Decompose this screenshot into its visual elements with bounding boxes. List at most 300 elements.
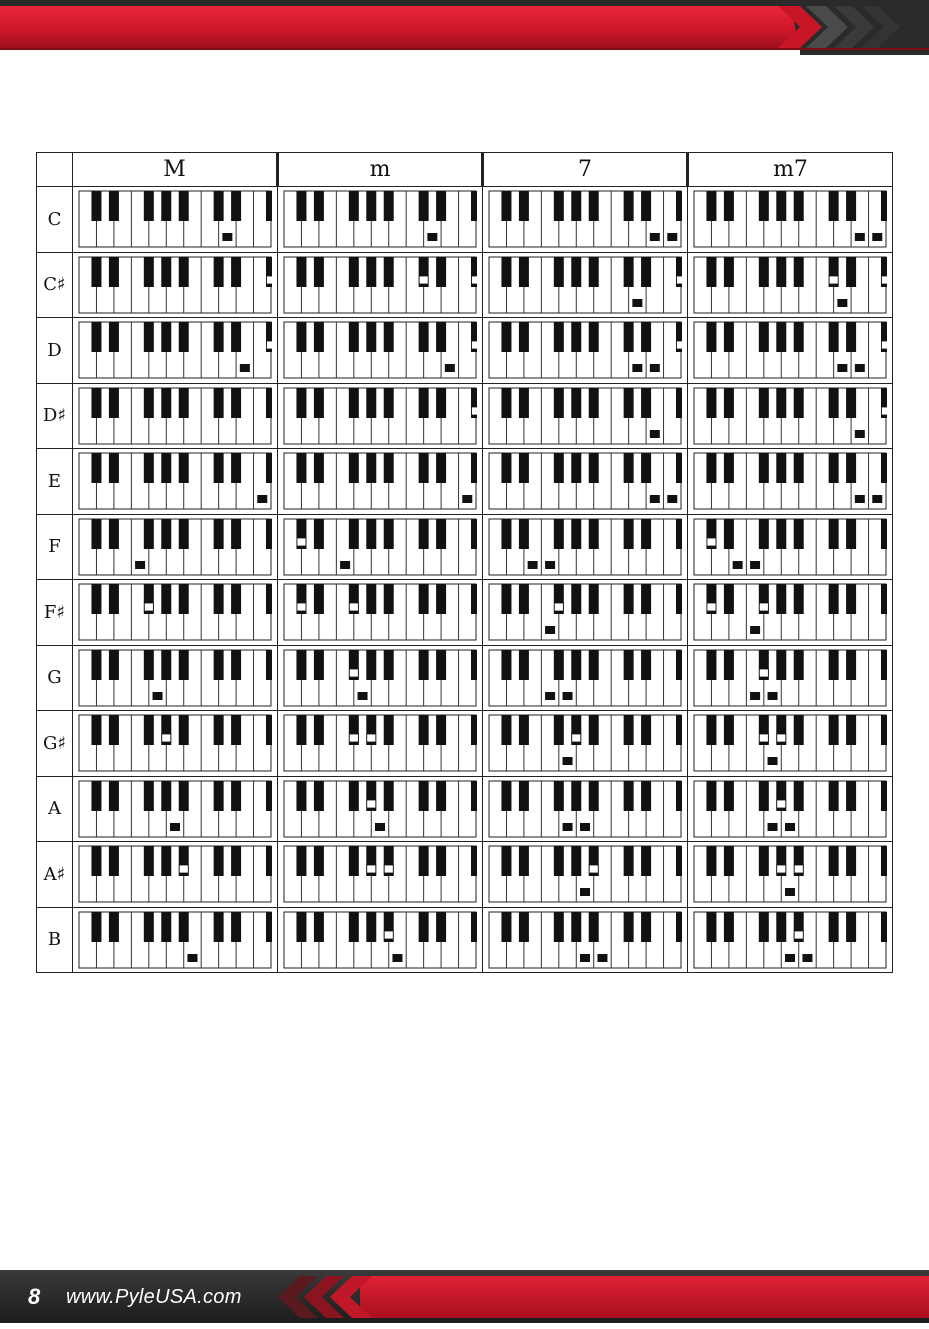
black-key-mark: [349, 669, 358, 677]
black-key: [829, 519, 839, 549]
chord-row: [37, 645, 893, 711]
black-key: [501, 912, 511, 942]
black-key: [384, 388, 394, 418]
chord-diagram-cell: [278, 383, 483, 449]
black-key: [436, 519, 446, 549]
white-key-mark: [768, 692, 778, 700]
keyboard-frame: [489, 715, 681, 771]
black-key: [641, 715, 651, 745]
black-key: [846, 715, 856, 745]
column-header-major: M: [73, 153, 278, 187]
black-key: [314, 191, 324, 221]
chord-diagram-cell: [483, 383, 688, 449]
black-key: [109, 257, 119, 287]
black-key: [91, 191, 101, 221]
keyboard-diagram: [283, 256, 477, 314]
black-key: [266, 519, 272, 549]
black-key: [366, 453, 376, 483]
black-key: [571, 453, 581, 483]
white-key-mark: [837, 299, 847, 307]
black-key: [471, 650, 477, 680]
keyboard-diagram: [283, 780, 477, 838]
black-key: [794, 650, 804, 680]
black-key: [366, 912, 376, 942]
chord-diagram-cell: [483, 252, 688, 318]
black-key: [179, 715, 189, 745]
black-key: [776, 650, 786, 680]
chord-diagram-cell: [73, 907, 278, 973]
root-note-label: C♯: [37, 252, 73, 318]
black-key: [161, 191, 171, 221]
black-key: [314, 846, 324, 876]
black-key: [724, 322, 734, 352]
chord-diagram-cell: [688, 252, 893, 318]
keyboard-frame: [284, 519, 476, 575]
black-key: [589, 584, 599, 614]
black-key: [881, 584, 887, 614]
black-key: [436, 912, 446, 942]
black-key: [846, 650, 856, 680]
black-key: [501, 519, 511, 549]
black-key: [436, 846, 446, 876]
black-key: [314, 257, 324, 287]
chord-row: [37, 318, 893, 384]
black-key: [881, 781, 887, 811]
chord-diagram-cell: [483, 187, 688, 253]
page-number: 8: [28, 1284, 41, 1309]
black-key: [589, 519, 599, 549]
black-key: [266, 781, 272, 811]
black-key-mark: [349, 734, 358, 742]
keyboard-diagram: [488, 911, 682, 969]
keyboard-diagram: [693, 583, 887, 641]
black-key: [231, 584, 241, 614]
black-key: [471, 781, 477, 811]
black-key: [384, 519, 394, 549]
chord-diagram-cell: [688, 776, 893, 842]
white-key-mark: [667, 233, 677, 241]
black-key-mark: [472, 276, 478, 284]
black-key: [419, 715, 429, 745]
black-key: [419, 388, 429, 418]
black-key: [436, 453, 446, 483]
black-key: [641, 322, 651, 352]
keyboard-diagram: [488, 387, 682, 445]
white-key-mark: [462, 495, 472, 503]
black-key: [724, 519, 734, 549]
keyboard-diagram: [283, 714, 477, 772]
black-key: [214, 584, 224, 614]
black-key: [231, 715, 241, 745]
black-key: [231, 453, 241, 483]
black-key: [179, 519, 189, 549]
black-key: [231, 846, 241, 876]
keyboard-frame: [694, 519, 886, 575]
black-key: [296, 388, 306, 418]
black-key-mark: [349, 603, 358, 611]
black-key: [794, 453, 804, 483]
black-key: [706, 191, 716, 221]
keyboard-frame: [284, 191, 476, 247]
keyboard-diagram: [693, 256, 887, 314]
white-key-mark: [855, 233, 865, 241]
black-key: [179, 584, 189, 614]
black-key: [776, 191, 786, 221]
black-key: [846, 846, 856, 876]
black-key: [846, 453, 856, 483]
black-key: [519, 781, 529, 811]
black-key: [349, 912, 359, 942]
white-key-mark: [802, 954, 812, 962]
black-key: [706, 650, 716, 680]
black-key: [109, 322, 119, 352]
black-key: [161, 912, 171, 942]
black-key: [554, 191, 564, 221]
black-key: [624, 715, 634, 745]
keyboard-diagram: [78, 256, 272, 314]
black-key: [144, 781, 154, 811]
white-key-mark: [222, 233, 232, 241]
black-key: [109, 715, 119, 745]
keyboard-diagram: [283, 911, 477, 969]
black-key: [179, 257, 189, 287]
keyboard-diagram: [488, 256, 682, 314]
black-key: [231, 257, 241, 287]
black-key-mark: [384, 865, 393, 873]
corner-cell: [37, 153, 73, 187]
keyboard-frame: [284, 584, 476, 640]
black-key-mark: [367, 865, 376, 873]
black-key: [881, 912, 887, 942]
keyboard-frame: [694, 257, 886, 313]
black-key: [589, 650, 599, 680]
black-key: [384, 322, 394, 352]
keyboard-diagram: [693, 452, 887, 510]
black-key: [794, 584, 804, 614]
keyboard-diagram: [78, 649, 272, 707]
black-key: [471, 584, 477, 614]
white-key-mark: [545, 692, 555, 700]
black-key: [144, 322, 154, 352]
black-key: [724, 584, 734, 614]
black-key: [109, 191, 119, 221]
black-key: [641, 846, 651, 876]
black-key: [676, 781, 682, 811]
keyboard-diagram: [693, 845, 887, 903]
black-key: [571, 781, 581, 811]
black-key: [109, 519, 119, 549]
keyboard-diagram: [693, 321, 887, 379]
keyboard-frame: [284, 650, 476, 706]
black-key: [179, 388, 189, 418]
black-key: [501, 781, 511, 811]
black-key: [314, 781, 324, 811]
white-key-mark: [187, 954, 197, 962]
black-key: [366, 519, 376, 549]
black-key: [724, 781, 734, 811]
keyboard-frame: [489, 584, 681, 640]
black-key: [161, 650, 171, 680]
black-key: [501, 257, 511, 287]
keyboard-frame: [79, 519, 271, 575]
keyboard-diagram: [78, 583, 272, 641]
black-key: [706, 846, 716, 876]
black-key: [436, 191, 446, 221]
white-key-mark: [650, 430, 660, 438]
black-key: [436, 781, 446, 811]
header-banner: [0, 0, 929, 55]
black-key: [349, 781, 359, 811]
black-key: [314, 715, 324, 745]
keyboard-diagram: [78, 321, 272, 379]
black-key: [266, 191, 272, 221]
black-key: [519, 519, 529, 549]
black-key: [794, 519, 804, 549]
black-key: [366, 322, 376, 352]
black-key: [794, 388, 804, 418]
black-key: [91, 388, 101, 418]
black-key-mark: [882, 407, 888, 415]
black-key: [384, 453, 394, 483]
keyboard-frame: [79, 912, 271, 968]
white-key-mark: [650, 364, 660, 372]
black-key: [641, 519, 651, 549]
black-key: [296, 846, 306, 876]
white-key-mark: [855, 495, 865, 503]
black-key-mark: [297, 603, 306, 611]
black-key-mark: [162, 734, 171, 742]
black-key: [501, 650, 511, 680]
black-key: [214, 191, 224, 221]
column-header-minor-seventh: m7: [688, 153, 893, 187]
black-key: [624, 519, 634, 549]
black-key: [846, 322, 856, 352]
black-key: [266, 715, 272, 745]
black-key: [349, 388, 359, 418]
black-key: [296, 257, 306, 287]
black-key: [109, 388, 119, 418]
white-key-mark: [545, 561, 555, 569]
black-key: [296, 912, 306, 942]
black-key: [554, 715, 564, 745]
keyboard-frame: [489, 257, 681, 313]
keyboard-frame: [79, 453, 271, 509]
root-note-label: D: [37, 318, 73, 384]
white-key-mark: [750, 626, 760, 634]
black-key: [794, 715, 804, 745]
black-key: [471, 715, 477, 745]
black-key: [214, 715, 224, 745]
black-key: [624, 846, 634, 876]
black-key: [144, 715, 154, 745]
black-key: [846, 781, 856, 811]
white-key-mark: [580, 888, 590, 896]
black-key: [554, 781, 564, 811]
black-key: [676, 912, 682, 942]
black-key: [554, 846, 564, 876]
black-key: [314, 584, 324, 614]
black-key: [266, 453, 272, 483]
black-key: [349, 322, 359, 352]
keyboard-diagram: [488, 583, 682, 641]
black-key: [296, 322, 306, 352]
black-key: [109, 781, 119, 811]
black-key: [91, 257, 101, 287]
black-key: [624, 191, 634, 221]
black-key: [519, 715, 529, 745]
black-key: [349, 453, 359, 483]
black-key: [641, 650, 651, 680]
black-key: [794, 257, 804, 287]
chord-row: [37, 449, 893, 515]
root-note-label: G: [37, 645, 73, 711]
black-key: [161, 781, 171, 811]
black-key: [881, 519, 887, 549]
white-key-mark: [135, 561, 145, 569]
black-key: [846, 912, 856, 942]
black-key: [231, 912, 241, 942]
chord-diagram-cell: [278, 187, 483, 253]
black-key: [641, 781, 651, 811]
white-key-mark: [563, 757, 573, 765]
black-key-mark: [759, 603, 768, 611]
chord-diagram-cell: [483, 842, 688, 908]
white-key-mark: [580, 823, 590, 831]
white-key-mark: [768, 823, 778, 831]
black-key: [776, 519, 786, 549]
black-key: [706, 781, 716, 811]
chord-diagram-cell: [483, 907, 688, 973]
chord-diagram-cell: [483, 776, 688, 842]
black-key: [214, 846, 224, 876]
black-key: [144, 453, 154, 483]
keyboard-frame: [284, 388, 476, 444]
black-key-mark: [759, 734, 768, 742]
black-key-mark: [472, 407, 478, 415]
white-key-mark: [872, 495, 882, 503]
keyboard-diagram: [283, 518, 477, 576]
black-key: [589, 912, 599, 942]
black-key: [706, 453, 716, 483]
black-key: [436, 715, 446, 745]
black-key: [471, 453, 477, 483]
black-key-mark: [419, 276, 428, 284]
black-key: [501, 388, 511, 418]
chord-diagram-cell: [73, 514, 278, 580]
keyboard-frame: [79, 650, 271, 706]
black-key: [624, 781, 634, 811]
black-key: [829, 715, 839, 745]
keyboard-frame: [489, 519, 681, 575]
black-key: [144, 846, 154, 876]
root-note-label: D♯: [37, 383, 73, 449]
keyboard-diagram: [78, 452, 272, 510]
black-key: [881, 650, 887, 680]
black-key: [676, 715, 682, 745]
white-key-mark: [580, 954, 590, 962]
black-key: [624, 453, 634, 483]
keyboard-frame: [79, 584, 271, 640]
column-header-seventh: 7: [483, 153, 688, 187]
black-key-mark: [882, 341, 888, 349]
white-key-mark: [445, 364, 455, 372]
black-key: [144, 912, 154, 942]
black-key: [519, 191, 529, 221]
black-key: [471, 519, 477, 549]
black-key: [759, 781, 769, 811]
black-key: [589, 715, 599, 745]
white-key-mark: [427, 233, 437, 241]
white-key-mark: [768, 757, 778, 765]
chord-row: [37, 383, 893, 449]
black-key: [794, 191, 804, 221]
black-key: [846, 191, 856, 221]
chord-diagram-cell: [688, 318, 893, 384]
keyboard-diagram: [693, 714, 887, 772]
chord-diagram-cell: [483, 449, 688, 515]
black-key: [724, 191, 734, 221]
root-note-label: F♯: [37, 580, 73, 646]
keyboard-diagram: [488, 518, 682, 576]
black-key-mark: [589, 865, 598, 873]
black-key: [179, 912, 189, 942]
black-key: [759, 257, 769, 287]
black-key: [349, 257, 359, 287]
black-key-mark: [829, 276, 838, 284]
black-key: [419, 519, 429, 549]
white-key-mark: [153, 692, 163, 700]
black-key: [641, 257, 651, 287]
white-key-mark: [375, 823, 385, 831]
black-key: [384, 257, 394, 287]
chord-diagram-cell: [278, 907, 483, 973]
black-key: [501, 453, 511, 483]
black-key: [881, 453, 887, 483]
black-key-mark: [267, 276, 273, 284]
black-key: [214, 322, 224, 352]
chord-row: [37, 580, 893, 646]
black-key: [846, 257, 856, 287]
black-key: [314, 322, 324, 352]
root-note-label: E: [37, 449, 73, 515]
white-key-mark: [733, 561, 743, 569]
black-key: [91, 650, 101, 680]
black-key: [179, 650, 189, 680]
white-key-mark: [358, 692, 368, 700]
white-key-mark: [632, 364, 642, 372]
black-key: [109, 584, 119, 614]
chord-diagram-cell: [278, 580, 483, 646]
black-key: [144, 191, 154, 221]
chord-row: [37, 514, 893, 580]
white-key-mark: [392, 954, 402, 962]
white-key-mark: [528, 561, 538, 569]
black-key: [314, 650, 324, 680]
black-key: [759, 453, 769, 483]
black-key: [724, 715, 734, 745]
root-note-label: A: [37, 776, 73, 842]
black-key: [144, 257, 154, 287]
root-note-label: G♯: [37, 711, 73, 777]
black-key: [676, 519, 682, 549]
black-key-mark: [759, 669, 768, 677]
black-key-mark: [777, 734, 786, 742]
black-key: [571, 257, 581, 287]
black-key: [296, 191, 306, 221]
keyboard-diagram: [488, 190, 682, 248]
black-key: [641, 388, 651, 418]
black-key: [759, 519, 769, 549]
